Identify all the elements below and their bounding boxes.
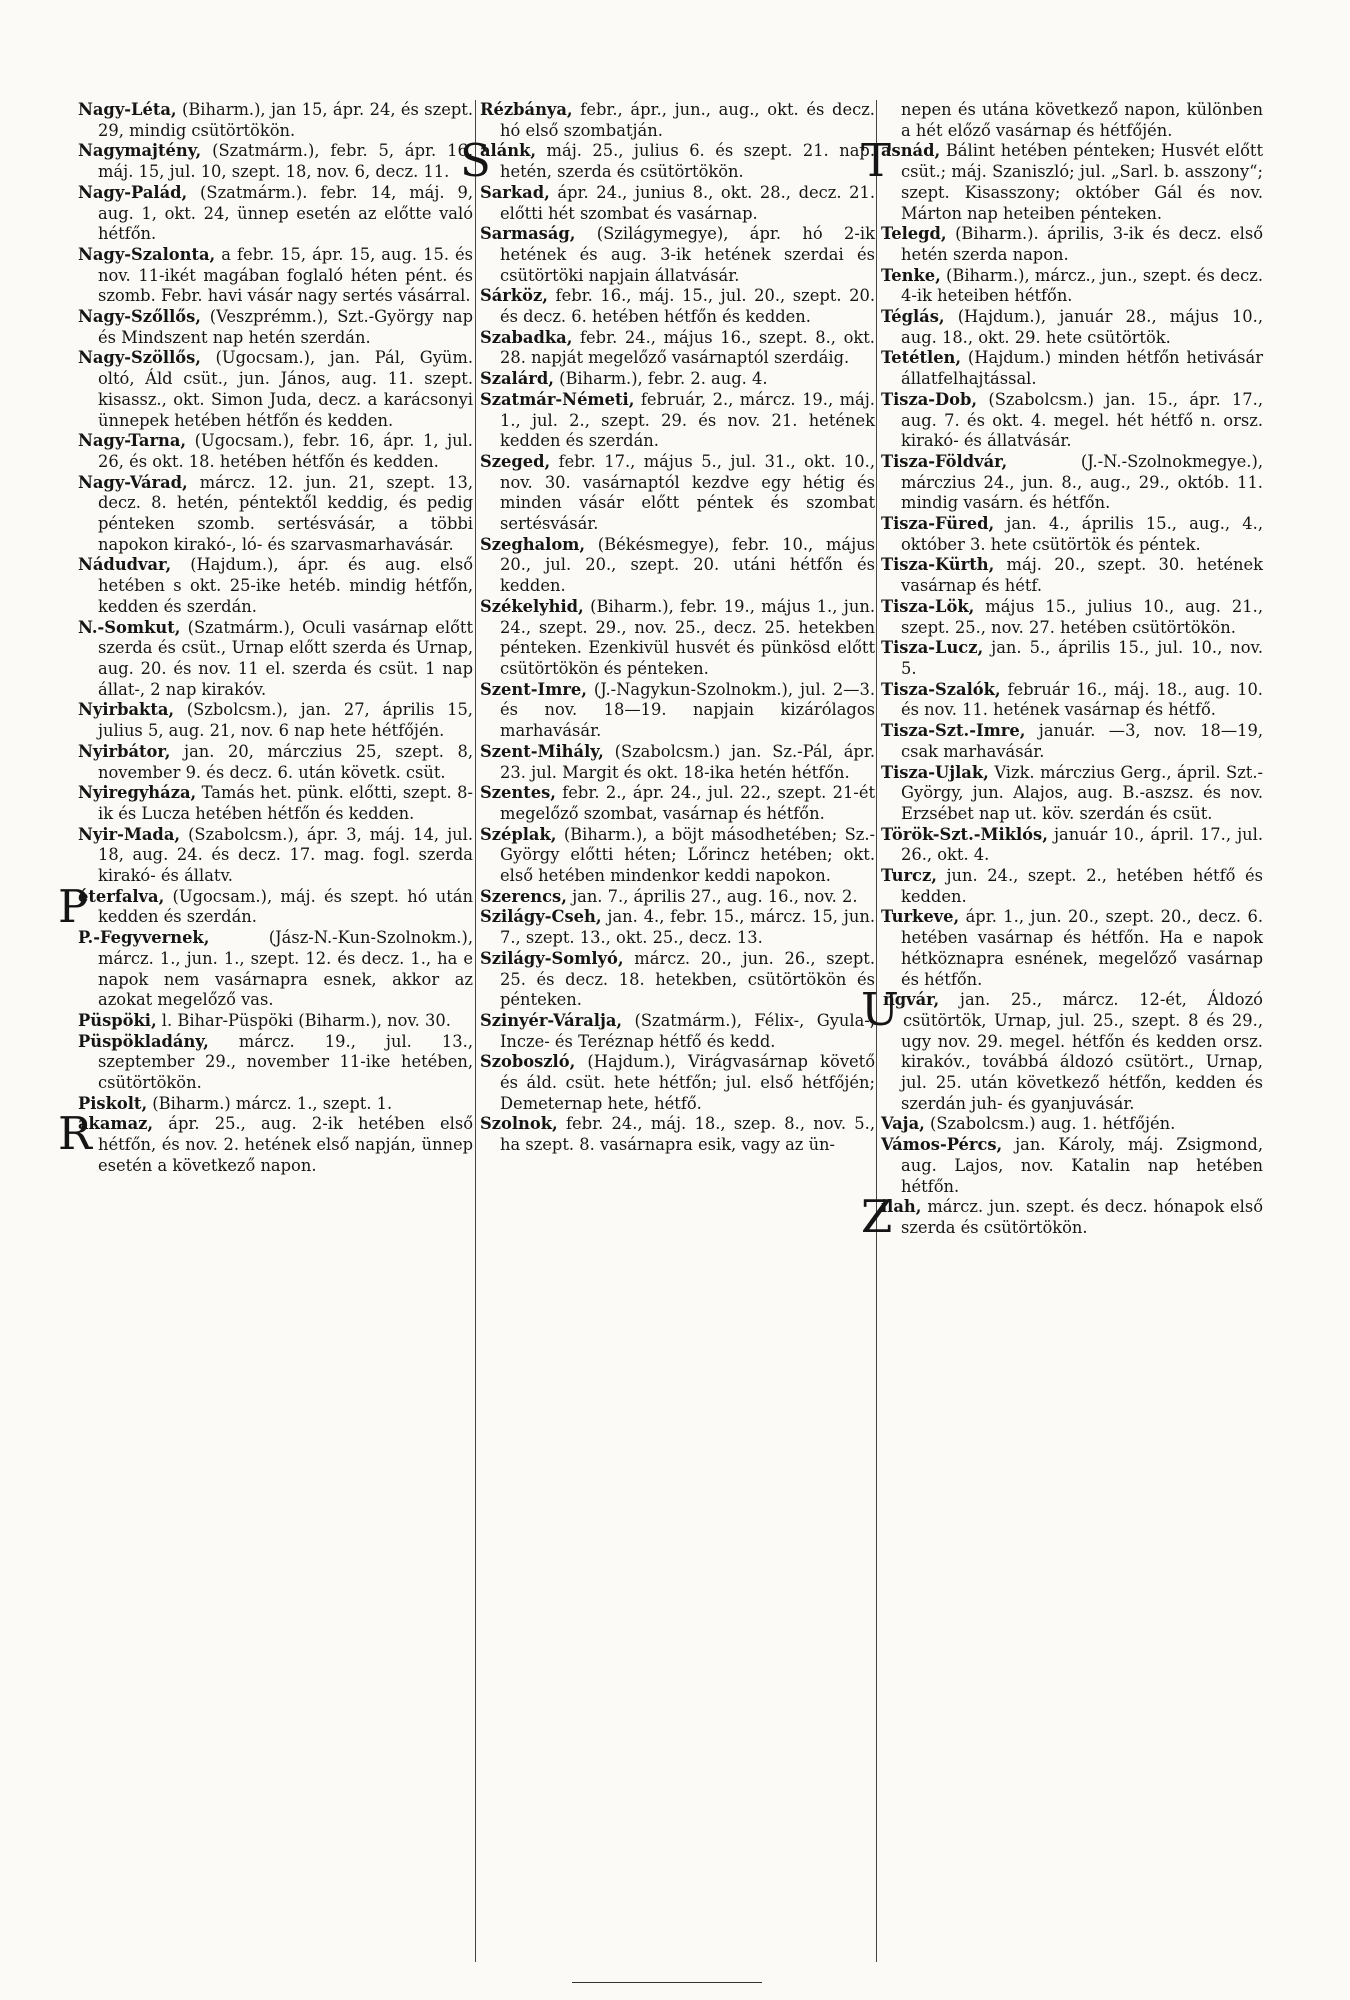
fair-entry	[480, 825, 875, 887]
town-name: Tisza-Szalók,	[881, 679, 1001, 699]
town-name: Tisza-Lök,	[881, 596, 975, 616]
column-1	[58, 100, 473, 1177]
fair-dates: ápr. 1., jun. 20., szept. 20., decz. 6. hetében vasárnap és hétfőn. Ha e napok hétköznapra esnének, megelőző vasárnap és hétfőn.	[901, 907, 1263, 989]
fair-dates: (Szatmárm.), febr. 5, ápr. 16, máj. 15, jul. 10, szept. 18, nov. 6, decz. 11.	[98, 141, 473, 182]
town-name: Téglás,	[881, 307, 945, 327]
town-name: Szalárd,	[480, 369, 554, 389]
town-name: Szabadka,	[480, 327, 573, 347]
fair-entry	[881, 763, 1263, 825]
fair-entry	[881, 680, 1263, 721]
column-3	[861, 100, 1263, 1244]
town-name: Nyir-Mada,	[78, 824, 181, 844]
fair-entry	[480, 286, 875, 327]
town-name: Szolnok,	[480, 1114, 558, 1134]
fair-dates: (Biharm.), febr. 19., május 1., jun. 24., szept. 29., nov. 25., decz. 25. hetekben pénteken. Ezenkivül husvét és pünkösd előtt csütörtökön és pénteken.	[500, 596, 875, 678]
fair-dates: jan. 4., febr. 15., márcz. 15, jun. 7., szept. 13., okt. 25., decz. 13.	[500, 907, 875, 948]
fair-entry	[480, 1052, 875, 1114]
fair-entry	[881, 597, 1263, 638]
fair-entry	[58, 1107, 473, 1176]
fair-dates: (Jász-N.-Kun-Szolnokm.), márcz. 1., jun. 1., szept. 12. és decz. 1., ha e napok nem vasárnapra esnek, akkor az azokat megelőző vas.	[98, 928, 473, 1010]
fair-dates: febr. 24., május 16., szept. 8., okt. 28. napját megelőző vasárnaptól szerdáig.	[500, 327, 875, 368]
town-name: Sarmaság,	[480, 224, 576, 244]
town-name: Tisza-Dob,	[881, 389, 978, 409]
fair-dates: (Békésmegye), febr. 10., május 20., jul. 20., szept. 20. utáni hétfőn és kedden.	[500, 534, 875, 596]
town-name: Piskolt,	[78, 1093, 148, 1113]
fair-entry	[881, 638, 1263, 679]
fair-dates: (Szabolcsm.) aug. 1. hétfőjén.	[924, 1114, 1176, 1134]
town-name: Széplak,	[480, 824, 557, 844]
fair-entry	[480, 597, 875, 680]
fair-dates: febr. 16., máj. 15., jul. 20., szept. 20. és decz. 6. hetében hétfőn és kedden.	[500, 286, 875, 327]
fair-dates: (Szbolcsm.), jan. 27, április 15, julius 5, aug. 21, nov. 6 nap hete hétfőjén.	[98, 700, 473, 741]
fair-entry	[480, 783, 875, 824]
fair-dates: (Biharm.) márcz. 1., szept. 1.	[147, 1093, 393, 1113]
column-2	[460, 100, 875, 1156]
town-name: Nyirbátor,	[78, 741, 171, 761]
town-name: Nagy-Szöllős,	[78, 348, 201, 368]
fair-dates: a febr. 15, ápr. 15, aug. 15. és nov. 11-ikét magában foglaló héten pént. és szomb. Febr. havi vásár nagy sertés vásárral.	[98, 244, 473, 306]
town-name: Nagymajtény,	[78, 141, 202, 161]
fair-entry	[480, 907, 875, 948]
fair-entry	[881, 224, 1263, 265]
fair-dates: (Szilágymegye), ápr. hó 2-ik hetének és aug. 3-ik hetének szerdai és csütörtöki napjain állatvásár.	[500, 224, 875, 285]
fair-entry	[480, 680, 875, 742]
fair-dates: (Szatmárm.). febr. 14, máj. 9, aug. 1, okt. 24, ünnep esetén az előtte való hétfőn.	[98, 182, 473, 244]
fair-dates: (Veszprémm.), Szt.-György nap és Mindszent nap hetén szerdán.	[98, 307, 473, 347]
fair-entry	[78, 431, 473, 472]
town-name: Szilágy-Somlyó,	[480, 948, 624, 968]
fair-entry	[881, 266, 1263, 307]
fair-entry	[881, 390, 1263, 452]
fair-dates: (J.-N.-Szolnokmegye.), márczius 24., jun. 8., aug., 29., októb. 11. mindig vasárn. és hétfőn.	[901, 451, 1263, 513]
town-name: Nagy-Szalonta,	[78, 244, 216, 264]
town-name: Püspökladány,	[78, 1031, 209, 1051]
town-name: Nyiregyháza,	[78, 783, 197, 803]
drop-cap: U	[861, 983, 899, 1037]
fair-dates: (Szabolcsm.) jan. 15., ápr. 17., aug. 7. és okt. 4. megel. hét hétfő n. orsz. kirakó- és állatvásár.	[901, 389, 1263, 451]
fair-dates: február 16., máj. 18., aug. 10. és nov. 11. hetének vasárnap és hétfő.	[901, 679, 1263, 720]
fair-dates: (Biharm.), jan 15, ápr. 24, és szept. 29, mindig csütörtökön.	[98, 100, 473, 140]
fair-entry	[480, 452, 875, 535]
fair-entry	[881, 348, 1263, 389]
fair-dates: (Hajdum.), Virágvasárnap követő és áld. csüt. hete hétfőn; jul. első hétfőjén; Demeternap hete, hétfő.	[500, 1052, 875, 1113]
drop-cap: T	[861, 134, 892, 188]
fair-dates: márcz. 19., jul. 13., szeptember 29., november 11-ike hetében, csütörtökön.	[98, 1031, 473, 1093]
fair-dates: márcz. 12. jun. 21, szept. 13, decz. 8. hetén, péntektől keddig, és pedig pénteken szomb. sertésvásár, a többi napokon kirakó-, ló- és szarvasmarhavásár.	[98, 472, 473, 554]
fair-entry	[460, 134, 875, 188]
fair-dates: febr. 24., máj. 18., szep. 8., nov. 5., ha szept. 8. vasárnapra esik, vagy az ün-	[500, 1114, 875, 1155]
fair-entry	[480, 369, 875, 390]
fair-dates: (Biharm.), febr. 2. aug. 4.	[553, 369, 768, 389]
fair-dates: jan. 4., április 15., aug., 4., október 3. hete csütörtök és péntek.	[901, 514, 1263, 554]
town-name: P.-Fegyvernek,	[78, 928, 210, 948]
fair-entry	[881, 514, 1263, 555]
town-name: Sárköz,	[480, 286, 548, 306]
fair-entry	[78, 1032, 473, 1094]
drop-cap: S	[460, 134, 491, 188]
fair-entry	[881, 866, 1263, 907]
town-name: Vaja,	[881, 1114, 925, 1134]
town-name: Szent-Imre,	[480, 679, 587, 699]
fair-dates: Bálint hetében pénteken; Husvét előtt csüt.; máj. Szaniszló; jul. „Sarl. b. asszony“; szept. Kisasszony; október Gál és nov. Márton nap heteiben pénteken.	[901, 141, 1263, 223]
fair-entry	[480, 535, 875, 597]
fair-entry	[78, 1094, 473, 1115]
fair-entry	[78, 348, 473, 431]
fair-entry	[78, 618, 473, 701]
fair-entry	[861, 134, 1263, 224]
fair-dates: (Biharm.), a böjt másodhetében; Sz.-György előtti héten; Lőrincz hetében; okt. első hetében mindenkor keddi napokon.	[500, 824, 875, 886]
fair-entry	[881, 825, 1263, 866]
fair-dates: (Hajdum.), ápr. és aug. első hetében s okt. 25-ike hetéb. mindig hétfőn, kedden és szerdán.	[98, 555, 473, 616]
fair-entry	[78, 100, 473, 141]
town-name: Tetétlen,	[881, 348, 962, 368]
town-name: Szeged,	[480, 451, 551, 471]
drop-cap: P	[58, 879, 89, 933]
fair-entry	[78, 825, 473, 887]
footer-rule	[572, 1982, 762, 1983]
town-name: Török-Szt.-Miklós,	[881, 824, 1048, 844]
town-name: Nagy-Várad,	[78, 472, 188, 492]
fair-dates: (Hajdum.) minden hétfőn hetivásár állatfelhajtással.	[901, 348, 1263, 389]
town-name: Szent-Mihály,	[480, 741, 604, 761]
fair-entry	[480, 100, 875, 141]
fair-dates: (Szabolcsm.), ápr. 3, máj. 14, jul. 18, aug. 24. és decz. 17. mag. fogl. szerda kirakó- és állatv.	[98, 824, 473, 886]
town-name: Tenke,	[881, 265, 941, 285]
town-name: Nagy-Palád,	[78, 182, 188, 202]
fair-dates: (Szatmárm.), Oculi vasárnap előtt szerda és csüt., Urnap előtt szerda és Urnap, aug. 20. és nov. 11 el. szerda és csüt. 1 nap állat-, 2 nap kirakóv.	[98, 617, 473, 699]
fair-entry	[480, 887, 875, 908]
fair-entry	[480, 1114, 875, 1155]
fair-dates: (Biharm.). április, 3-ik és decz. első hetén szerda napon.	[901, 224, 1263, 264]
town-name: Szinyér-Váralja,	[480, 1010, 623, 1030]
fair-entry	[881, 307, 1263, 348]
drop-cap: R	[58, 1107, 92, 1161]
fair-entry	[861, 983, 1263, 1114]
town-name: Telegd,	[881, 224, 947, 244]
fair-entry	[480, 224, 875, 286]
town-name: Tisza-Kürth,	[881, 555, 995, 575]
fair-dates: Tamás het. pünk. előtti, szept. 8-ik és Lucza hetében hétfőn és kedden.	[98, 783, 473, 823]
fair-dates: január 10., ápril. 17., jul. 26., okt. 4.	[901, 824, 1263, 865]
fair-entry	[78, 141, 473, 182]
fair-entry	[78, 473, 473, 556]
fair-dates: (Ugocsam.), máj. és szept. hó után kedden és szerdán.	[98, 886, 473, 927]
fair-dates: február, 2., márcz. 19., máj. 1., jul. 2., szept. 29. és nov. 21. hetének kedden és szerdán.	[500, 389, 875, 451]
fair-entry	[480, 742, 875, 783]
town-name: Vámos-Pércs,	[881, 1135, 1003, 1155]
fair-entry	[881, 555, 1263, 596]
fair-dates: febr. 17., május 5., jul. 31., okt. 10., nov. 30. vasárnaptól kezdve egy hétig és minden vásár előtt péntek és szombat sertésvásár.	[500, 451, 875, 534]
fair-entry	[480, 1011, 875, 1052]
town-name: éterfalva,	[78, 886, 165, 906]
town-name: Székelyhid,	[480, 596, 584, 616]
fair-dates: (Hajdum.), január 28., május 10., aug. 18., okt. 29. hete csütörtök.	[901, 307, 1263, 347]
fair-entry	[480, 328, 875, 369]
town-name: Nagy-Léta,	[78, 100, 177, 119]
drop-cap: Z	[861, 1190, 893, 1244]
fair-entry	[78, 700, 473, 741]
town-name: ngvár,	[882, 990, 940, 1010]
town-name: Tisza-Ujlak,	[881, 762, 989, 782]
fair-dates: jan. 5., április 15., jul. 10., nov. 5.	[901, 638, 1263, 678]
town-name: Rézbánya,	[480, 100, 573, 119]
fair-dates: január. —3, nov. 18—19, csak marhavásár.	[901, 721, 1263, 761]
fair-dates: máj. 25., julius 6. és szept. 21. nap. hetén, szerda és csütörtökön.	[500, 141, 875, 182]
column-divider	[475, 100, 476, 1962]
fair-entry	[480, 183, 875, 224]
town-name: N.-Somkut,	[78, 617, 181, 637]
fair-dates: febr., ápr., jun., aug., okt. és decz. hó első szombatján.	[500, 100, 875, 140]
town-name: Tisza-Füred,	[881, 514, 995, 534]
fair-entry	[78, 555, 473, 617]
fair-entry	[881, 721, 1263, 762]
town-name: Nagy-Tarna,	[78, 431, 187, 451]
fair-dates: máj. 20., szept. 30. hetének vasárnap és hétf.	[901, 555, 1263, 596]
fair-dates: ápr. 24., junius 8., okt. 28., decz. 21. előtti hét szombat és vasárnap.	[500, 182, 875, 223]
fair-entry	[58, 879, 473, 933]
town-name: Tisza-Földvár,	[881, 451, 1008, 471]
town-name: asnád,	[881, 141, 941, 161]
town-name: ilah,	[881, 1197, 922, 1217]
fair-dates: (J.-Nagykun-Szolnokm.), jul. 2—3. és nov. 18—19. napjain kizárólagos marhavásár.	[500, 679, 875, 741]
fair-dates: jan. 20, márczius 25, szept. 8, november 9. és decz. 6. után követk. csüt.	[98, 741, 473, 782]
town-name: Szatmár-Németi,	[480, 389, 635, 409]
town-name: Püspöki,	[78, 1010, 157, 1030]
fair-entry	[881, 452, 1263, 514]
fair-entry	[78, 783, 473, 824]
fair-entry	[78, 742, 473, 783]
town-name: alánk,	[480, 141, 537, 161]
town-name: Turkeve,	[881, 907, 960, 927]
fair-dates: (Ugocsam.), jan. Pál, Gyüm. oltó, Áld csüt., jun. János, aug. 11. szept. kisassz., okt. Simon Juda, decz. a karácsonyi ünnepek hetében hétfőn és kedden.	[98, 348, 473, 430]
fair-dates: (Szabolcsm.) jan. Sz.-Pál, ápr. 23. jul. Margit és okt. 18-ika hetén hétfőn.	[500, 741, 875, 782]
town-name: Nádudvar,	[78, 555, 172, 575]
fair-dates: (Biharm.), márcz., jun., szept. és decz. 4-ik heteiben hétfőn.	[901, 265, 1263, 306]
fair-dates: márcz. 20., jun. 26., szept. 25. és decz. 18. hetekben, csütörtökön és pénteken.	[500, 948, 875, 1010]
fair-entry	[881, 1114, 1263, 1135]
fair-dates: (Szatmárm.), Félix-, Gyula-, Incze- és Teréznap hétfő és kedd.	[500, 1010, 875, 1051]
fair-dates: Vizk. márczius Gerg., ápril. Szt.-György, jun. Alajos, aug. B.-aszsz. és nov. Erzsébet nap ut. köv. szerdán és csüt.	[901, 762, 1263, 823]
fair-entry	[78, 1011, 473, 1032]
fair-dates: jan. 7., április 27., aug. 16., nov. 2.	[566, 886, 858, 906]
fair-dates: (Ugocsam.), febr. 16, ápr. 1, jul. 26, és okt. 18. hetében hétfőn és kedden.	[98, 431, 473, 471]
fair-dates: május 15., julius 10., aug. 21., szept. 25., nov. 27. hetében csütörtökön.	[901, 596, 1263, 637]
fair-entry	[881, 907, 1263, 990]
town-name: Szentes,	[480, 783, 556, 803]
fair-entry	[78, 245, 473, 307]
fair-entry	[78, 183, 473, 245]
town-name: Nyirbakta,	[78, 700, 175, 720]
fair-dates: jan. Károly, máj. Zsigmond, aug. Lajos, nov. Katalin nap hetében hétfőn.	[901, 1135, 1263, 1196]
fair-entry	[78, 928, 473, 1011]
fair-dates: jun. 24., szept. 2., hetében hétfő és kedden.	[901, 866, 1263, 906]
town-name: Turcz,	[881, 866, 937, 886]
fair-dates: márcz. jun. szept. és decz. hónapok első szerda és csütörtökön.	[901, 1197, 1263, 1237]
fair-dates: jan. 25., márcz. 12-ét, Áldozó csütörtök, Urnap, jul. 25., szept. 8 és 29., ugy nov. 29. megel. hétfőn és kedden orsz. kirakóv., továbbá áldozó csütört., Urnap, jul. 25. után következő hétfőn, kedden és szerdán juh- és gyanjuvásár.	[901, 990, 1263, 1113]
fair-entry	[861, 1190, 1263, 1244]
town-name: Szoboszló,	[480, 1052, 576, 1072]
town-name: Szeghalom,	[480, 534, 586, 554]
almanac-page	[58, 100, 1263, 1960]
town-name: Szilágy-Cseh,	[480, 907, 602, 927]
fair-entry	[881, 1135, 1263, 1197]
entry-continuation: nepen és utána következő napon, különben a hét előző vasárnap és hétfőjén.	[901, 100, 1263, 140]
fair-entry	[78, 307, 473, 348]
town-name: Sarkad,	[480, 182, 550, 202]
town-name: Tisza-Lucz,	[881, 638, 984, 658]
town-name: Nagy-Szőllős,	[78, 307, 201, 327]
fair-dates: febr. 2., ápr. 24., jul. 22., szept. 21-ét megelőző szombat, vasárnap és hétfőn.	[500, 783, 875, 823]
fair-entry	[480, 949, 875, 1011]
town-name: Szerencs,	[480, 886, 567, 906]
town-name: akamaz,	[78, 1114, 154, 1134]
town-name: Tisza-Szt.-Imre,	[881, 721, 1026, 741]
fair-dates: l. Bihar-Püspöki (Biharm.), nov. 30.	[156, 1010, 451, 1030]
fair-dates: ápr. 25., aug. 2-ik hetében első hétfőn, és nov. 2. hetének első napján, ünnep esetén a következő napon.	[98, 1114, 473, 1175]
fair-entry	[480, 390, 875, 452]
